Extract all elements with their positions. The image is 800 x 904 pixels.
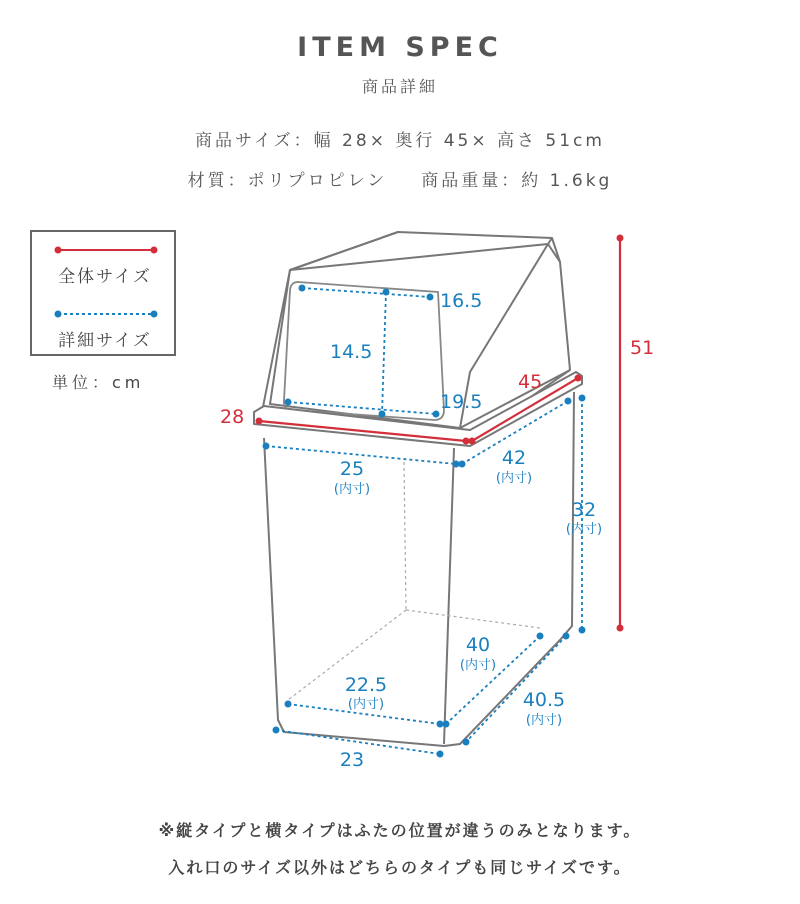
opening-bottom-label: 19.5 — [440, 391, 483, 413]
opening-height-label: 14.5 — [330, 341, 373, 363]
overall-width-label: 28 — [220, 406, 245, 428]
outer-bottom-width-label: 23 — [339, 749, 365, 771]
unit-label: 単位：cm — [52, 373, 145, 392]
inner-bottom-depth-note: (内寸) — [459, 658, 497, 673]
legend-overall-label: 全体サイズ — [58, 267, 152, 287]
inner-top-width-label: 25 — [339, 458, 365, 480]
overall-height-label: 51 — [630, 337, 655, 359]
spec-size: 商品サイズ：幅 28× 奥行 45× 高さ 51cm — [195, 131, 605, 151]
page-title: ITEM SPEC — [297, 32, 503, 63]
outer-bottom-depth-note: (内寸) — [525, 713, 563, 728]
page-subtitle: 商品詳細 — [361, 77, 438, 96]
opening-width-label: 16.5 — [440, 290, 483, 312]
spec-weight: 商品重量：約 1.6kg — [421, 171, 613, 191]
note-line-1: ※縦タイプと横タイプはふたの位置が違うのみとなります。 — [158, 821, 642, 840]
inner-top-depth-label: 42 — [501, 447, 527, 469]
inner-bottom-depth-label: 40 — [465, 634, 491, 656]
legend-detail-label: 詳細サイズ — [58, 331, 152, 351]
inner-bottom-width-note: (内寸) — [347, 697, 385, 712]
inner-height-label: 32 — [571, 499, 597, 521]
overall-depth-label: 45 — [518, 371, 543, 393]
note-line-2: 入れ口のサイズ以外はどちらのタイプも同じサイズです。 — [168, 858, 632, 877]
inner-height-note: (内寸) — [565, 522, 603, 537]
inner-top-depth-note: (内寸) — [495, 471, 533, 486]
inner-top-width-note: (内寸) — [333, 482, 371, 497]
outer-bottom-depth-label: 40.5 — [522, 689, 566, 711]
body-hidden-edges — [288, 462, 540, 700]
inner-bottom-width-label: 22.5 — [344, 674, 388, 696]
spec-material: 材質：ポリプロピレン — [187, 171, 388, 191]
